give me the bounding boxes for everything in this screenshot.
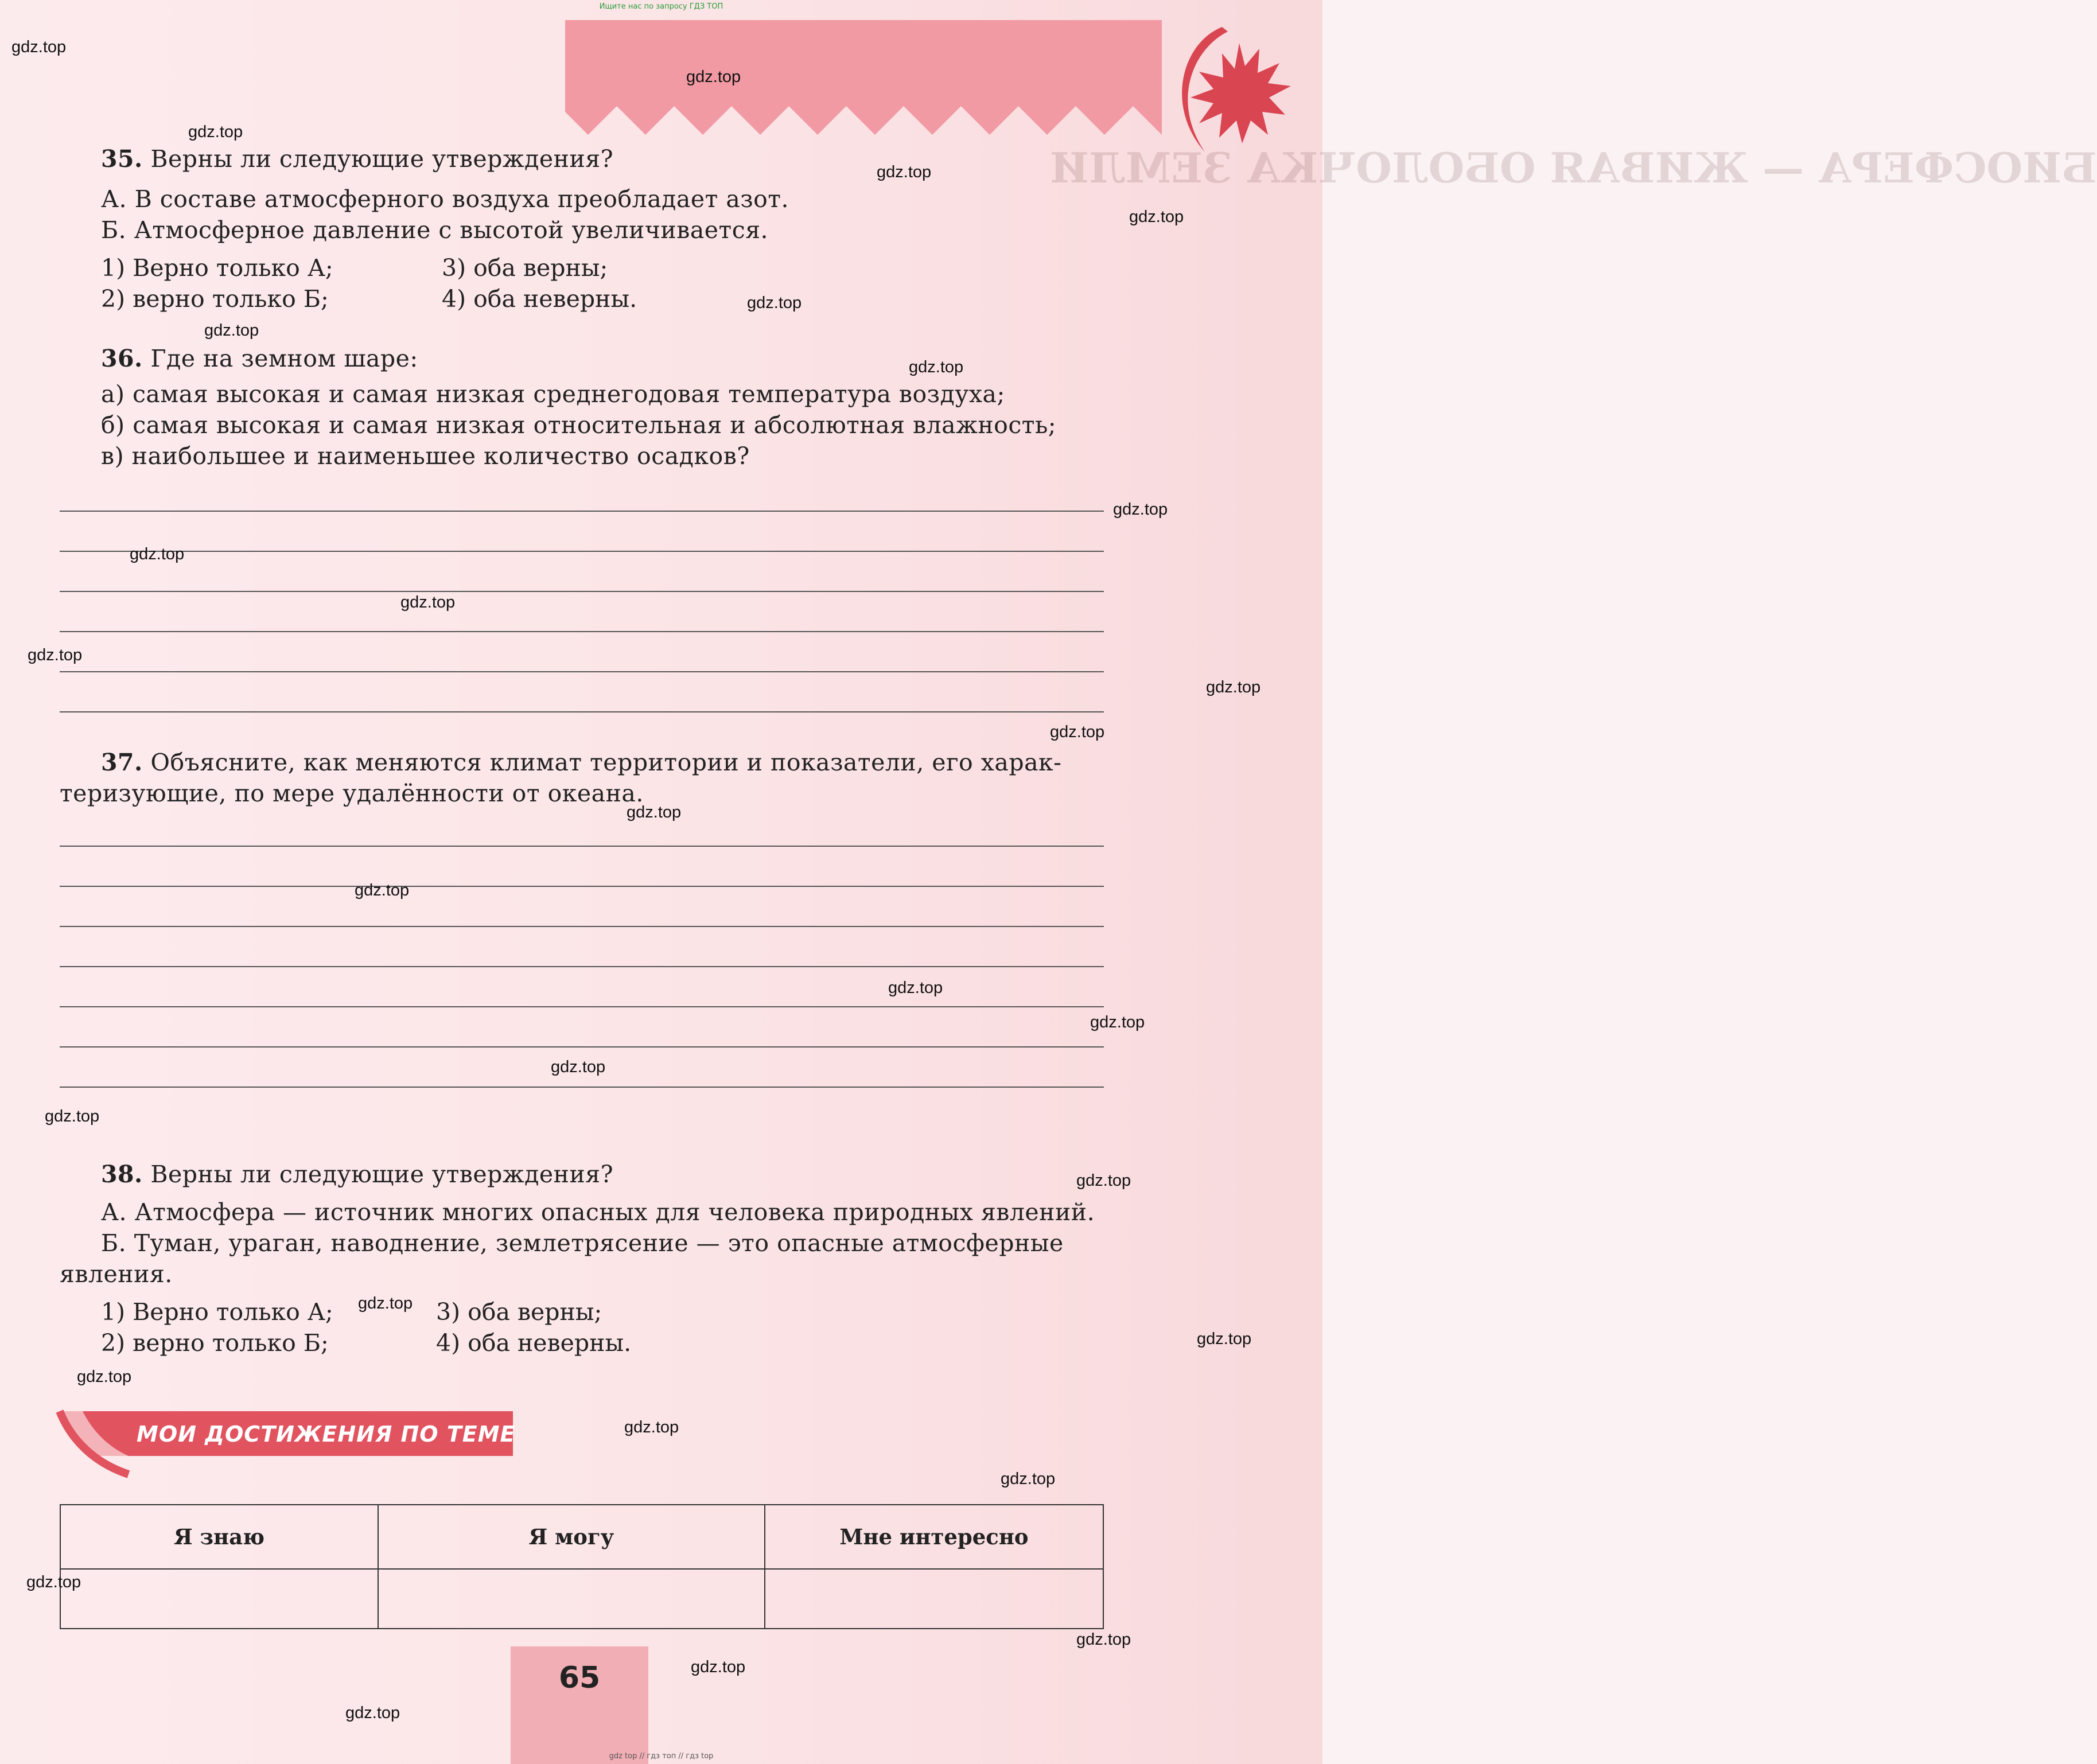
col-i-know: Я знаю bbox=[60, 1505, 378, 1569]
watermark: gdz.top bbox=[188, 123, 243, 141]
q38-option-4: 4) оба неверны. bbox=[436, 1329, 632, 1357]
watermark: gdz.top bbox=[551, 1058, 606, 1076]
bottom-note: gdz top // гдз топ // гдз top bbox=[609, 1752, 714, 1761]
col-interested: Мне интересно bbox=[765, 1505, 1103, 1569]
q35-number: 35. bbox=[101, 145, 143, 173]
ghost-heading: БИОСФЕРА — ЖИВАЯ ОБОЛОЧКА ЗЕМЛИ bbox=[1050, 143, 2097, 192]
watermark: gdz.top bbox=[1001, 1470, 1056, 1488]
watermark: gdz.top bbox=[888, 979, 943, 997]
answer-line[interactable] bbox=[60, 551, 1104, 552]
watermark: gdz.top bbox=[345, 1704, 400, 1722]
watermark: gdz.top bbox=[1197, 1330, 1252, 1348]
q37-number: 37. bbox=[101, 749, 143, 776]
q37-text: Объясните, как меняются климат территории и показатели, его харак- bbox=[150, 749, 1062, 776]
table-row bbox=[60, 1569, 1103, 1629]
q38-option-3: 3) оба верны; bbox=[436, 1298, 602, 1326]
watermark: gdz.top bbox=[909, 358, 964, 376]
top-note: Ищите нас по запросу ГДЗ ТОП bbox=[599, 2, 723, 11]
q38-text: Верны ли следующие утверждения? bbox=[150, 1161, 614, 1188]
q38-statement-b-cont: явления. bbox=[60, 1260, 173, 1288]
watermark: gdz.top bbox=[1113, 500, 1168, 519]
answer-line[interactable] bbox=[60, 711, 1104, 712]
answer-line[interactable] bbox=[60, 511, 1104, 512]
q35-statement-a: А. В составе атмосферного воздуха преобладает азот. bbox=[101, 185, 789, 213]
q35-statement-b: Б. Атмосферное давление с высотой увеличивается. bbox=[101, 216, 769, 244]
answer-line[interactable] bbox=[60, 1006, 1104, 1007]
q35-option-1: 1) Верно только А; bbox=[101, 254, 333, 282]
answer-line[interactable] bbox=[60, 846, 1104, 847]
watermark: gdz.top bbox=[747, 294, 802, 312]
watermark: gdz.top bbox=[1129, 208, 1184, 226]
q36-item-a: а) самая высокая и самая низкая среднегодовая температура воздуха; bbox=[101, 380, 1005, 408]
q35-text: Верны ли следующие утверждения? bbox=[150, 145, 614, 173]
watermark: gdz.top bbox=[877, 163, 932, 181]
watermark: gdz.top bbox=[358, 1294, 413, 1313]
watermark: gdz.top bbox=[11, 38, 67, 56]
answer-line[interactable] bbox=[60, 886, 1104, 887]
watermark: gdz.top bbox=[28, 646, 83, 664]
cell-i-know[interactable] bbox=[60, 1569, 378, 1629]
watermark: gdz.top bbox=[1076, 1630, 1131, 1649]
q36-number: 36. bbox=[101, 345, 143, 372]
watermark: gdz.top bbox=[204, 321, 259, 340]
q36-text: Где на земном шаре: bbox=[150, 345, 418, 372]
page-number: 65 bbox=[558, 1661, 601, 1695]
q38-number: 38. bbox=[101, 1161, 143, 1188]
watermark: gdz.top bbox=[355, 881, 410, 899]
watermark: gdz.top bbox=[26, 1573, 81, 1591]
q38-statement-a: А. Атмосфера — источник многих опасных для человека природных явлений. bbox=[101, 1198, 1095, 1226]
watermark: gdz.top bbox=[45, 1107, 100, 1126]
q38-statement-b: Б. Туман, ураган, наводнение, землетрясение — это опасные атмосферные bbox=[101, 1229, 1064, 1257]
answer-line[interactable] bbox=[60, 926, 1104, 927]
achievements-title: МОИ ДОСТИЖЕНИЯ ПО ТЕМЕ bbox=[137, 1422, 516, 1447]
q35-option-2: 2) верно только Б; bbox=[101, 285, 329, 313]
table-header-row bbox=[60, 1505, 1103, 1569]
q35-option-3: 3) оба верны; bbox=[442, 254, 608, 282]
watermark: gdz.top bbox=[400, 593, 456, 612]
cell-interested[interactable] bbox=[765, 1569, 1103, 1629]
watermark: gdz.top bbox=[1090, 1013, 1145, 1031]
watermark: gdz.top bbox=[1206, 678, 1261, 696]
cell-i-can[interactable] bbox=[378, 1569, 765, 1629]
q35-heading bbox=[101, 143, 613, 174]
watermark: gdz.top bbox=[624, 1418, 679, 1436]
col-i-can: Я могу bbox=[378, 1505, 765, 1569]
q37-line2: теризующие, по мере удалённости от океана. bbox=[60, 780, 644, 807]
q38-option-2: 2) верно только Б; bbox=[101, 1329, 329, 1357]
answer-line[interactable] bbox=[60, 966, 1104, 967]
watermark: gdz.top bbox=[686, 68, 741, 86]
answer-line[interactable] bbox=[60, 591, 1104, 592]
q38-option-1: 1) Верно только А; bbox=[101, 1298, 333, 1326]
watermark: gdz.top bbox=[691, 1658, 746, 1676]
q36-item-c: в) наибольшее и наименьшее количество осадков? bbox=[101, 442, 750, 470]
answer-line[interactable] bbox=[60, 1087, 1104, 1088]
watermark: gdz.top bbox=[1050, 723, 1105, 741]
star-icon bbox=[1159, 20, 1297, 158]
watermark: gdz.top bbox=[1076, 1171, 1131, 1190]
watermark: gdz.top bbox=[130, 545, 185, 563]
q36-item-b: б) самая высокая и самая низкая относительная и абсолютная влажность; bbox=[101, 411, 1057, 439]
answer-line[interactable] bbox=[60, 1046, 1104, 1048]
achievements-table bbox=[60, 1504, 1104, 1629]
answer-line[interactable] bbox=[60, 671, 1104, 672]
q37-line1 bbox=[101, 747, 1062, 778]
answer-line[interactable] bbox=[60, 631, 1104, 632]
q36-heading bbox=[101, 343, 418, 374]
q35-option-4: 4) оба неверны. bbox=[442, 285, 637, 313]
q38-heading bbox=[101, 1159, 613, 1190]
watermark: gdz.top bbox=[77, 1368, 132, 1386]
watermark: gdz.top bbox=[627, 803, 682, 821]
